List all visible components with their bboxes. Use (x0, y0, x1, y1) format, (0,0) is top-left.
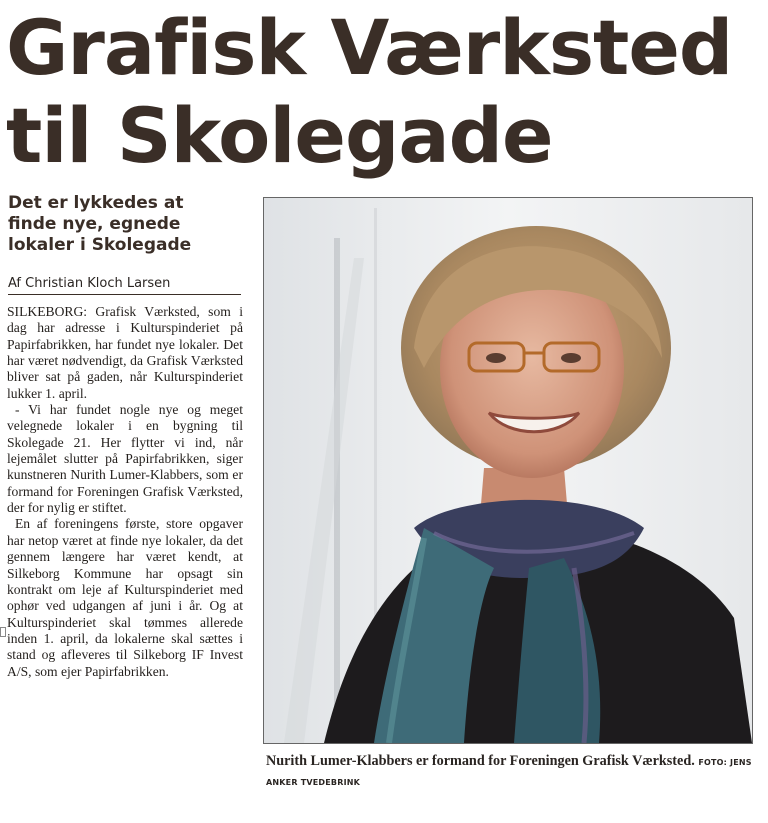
caption-text: Nurith Lumer-Klabbers er formand for Foreningen Grafisk Værksted. (266, 753, 695, 769)
subhead-line-3: lokaler i Skolegade (8, 235, 192, 255)
article-paragraph-2: - Vi har fundet nogle nye og meget velegnede lokaler i en bygning til Skolegade 21. Her flytter vi ind, når lejemålet slutter på Papirfabrikken, siger kunstneren Nurith Lumer-Klabbers, som er formand for Foreningen Grafisk Værksted, der for nylig er stiftet. (7, 402, 243, 516)
subhead-line-1: Det er lykkedes at (8, 193, 184, 213)
headline-line-1: Grafisk Værksted (6, 3, 733, 92)
article-paragraph-1: SILKEBORG: Grafisk Værksted, som i dag har adresse i Kulturspinderiet på Papirfabrikken, har fundet nye lokaler. Det har været nødvendigt, da Grafisk Værksted bliver sat på gaden, når Kulturspinderiet lukker 1. april. (7, 304, 243, 401)
portrait-illustration (264, 198, 752, 743)
byline: Af Christian Kloch Larsen (8, 276, 241, 295)
subheadline (8, 193, 248, 256)
subhead-line-2: finde nye, egnede (8, 214, 181, 234)
article-paragraph-3: En af foreningens første, store opgaver har netop været at finde nye lokaler, da det gennem længere har været kendt, at Silkeborg Kommune har opsagt sin kontrakt om leje af Kulturspinderiet med ophør ved udgangen af juni i år. Og at Kulturspinderiet skal tømmes allerede inden 1. april, da lokalerne skal sættes i stand og afleveres til Silkeborg IF Invest A/S, som ejer Papirfabrikken. (7, 516, 243, 679)
headline (6, 4, 766, 180)
article-body (7, 304, 243, 680)
photo-credit: FOTO: JENS ANKER TVEDEBRINK (266, 758, 752, 787)
photo-caption (266, 752, 754, 792)
portrait-photo (263, 197, 753, 744)
column-marker (0, 627, 6, 637)
headline-line-2: til Skolegade (6, 91, 553, 180)
